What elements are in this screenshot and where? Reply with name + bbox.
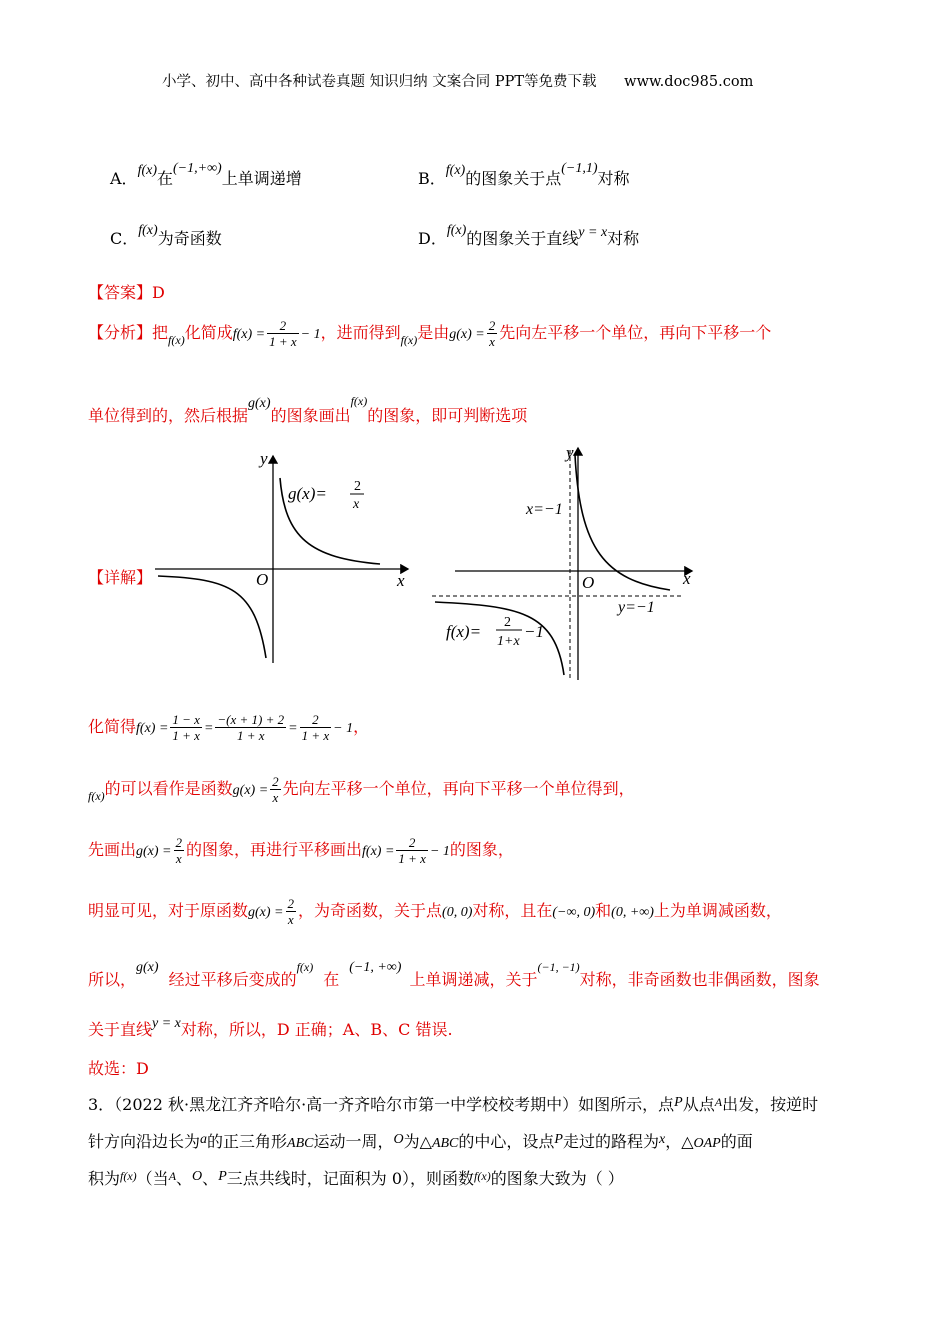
x-label: x [683, 569, 691, 588]
analysis-line-2: 单位得到的，然后根据g(x)的图象画出$^{f(x)}$的图象，即可判断选项 [88, 394, 528, 425]
graph-f [420, 440, 710, 685]
curve-branch-left [158, 576, 266, 658]
horizontal-asymptote-label: y=−1 [618, 599, 655, 616]
y-label: y [566, 443, 574, 462]
step-2: $_{f(x)}$的可以看作是函数g(x) = $\frac{2}{x}$ 先向左平移一个单位，再向下平移一个单位得到， [88, 774, 635, 805]
answer-line: 【答案】D [88, 283, 165, 302]
question-3-line-2: 针方向沿边长为a的正三角形ABC运动一周，O为△ABC的中心，设点P走过的路程为x，△OAP的面 [88, 1132, 753, 1151]
y-label: y [260, 449, 268, 468]
option-d: D．f(x)的图象关于直线y = x对称 [418, 223, 640, 248]
question-3-line-3: 积为$^{f(x)}$（当$^A$、O、P三点共线时，记面积为 0），则函数$^{f(x)}$的图象大致为（ ） [88, 1169, 624, 1188]
origin-label: O [256, 570, 269, 589]
analysis-line-1: 【分析】把$_{f(x)}$化简成f(x) = $\frac{2}{1 + x}$ − 1，进而得到$_{f(x)}$是由g(x) = $\frac{2}{x}$ 先向左平移一个单位，再向下平移一个 [88, 318, 772, 349]
fraction-num: 2 [504, 615, 511, 630]
vertical-asymptote-label: x=−1 [526, 501, 563, 518]
header-site[interactable]: www.doc985.com [624, 74, 754, 90]
step-4: 明显可见，对于原函数g(x) = $\frac{2}{x}$ ，为奇函数，关于点(0, 0)对称，且在(−∞, 0)和(0, +∞)上为单调减函数， [88, 896, 782, 927]
fraction-num: 2 [354, 479, 361, 494]
step-1: 化简得f(x) = $\frac{1 - x}{1 + x}$ = $\frac{-(x + 1) + 2}{1 + x}$ = $\frac{2}{1 + x}$ − 1， [88, 712, 370, 743]
final-choice: 故选：D [88, 1059, 149, 1078]
header-text: 小学、初中、高中各种试卷真题 知识归纳 文案合同 PPT等免费下载 www.doc985.com [162, 74, 754, 90]
fraction-den: x [353, 497, 360, 512]
option-a: A．f(x)在(−1,+∞)上单调递增 [110, 161, 302, 188]
origin-label: O [582, 573, 595, 592]
fraction-den: 1+x [497, 634, 520, 649]
function-label: f(x)= [446, 622, 482, 641]
curve-branch-right [575, 455, 670, 590]
step-5: 所以，g(x)经过平移后变成的$^{f(x)}$在(−1, +∞)上单调递减，关于$^{(-1, -1)}$对称，非奇函数也非偶函数，图象 [88, 960, 820, 989]
graph-g [150, 448, 420, 668]
step-6: 关于直线y = x对称，所以，D 正确；A、B、C 错误. [88, 1016, 453, 1039]
step-3: 先画出g(x) = $\frac{2}{x}$ 的图象，再进行平移画出f(x) = $\frac{2}{1 + x}$ − 1的图象， [88, 835, 514, 866]
function-label: g(x)= [288, 484, 327, 503]
option-b: B．f(x)的图象关于点(−1,1)对称 [418, 161, 630, 188]
x-label: x [397, 571, 405, 590]
question-3-line-1: 3．（2022 秋·黑龙江齐齐哈尔·高一齐齐哈尔市第一中学校校考期中）如图所示，点P从点$^A$出发，按逆时 [88, 1095, 819, 1114]
detail-label: 【详解】 [88, 568, 153, 587]
function-tail: −1 [524, 622, 544, 641]
option-c: C．f(x)为奇函数 [110, 223, 222, 248]
